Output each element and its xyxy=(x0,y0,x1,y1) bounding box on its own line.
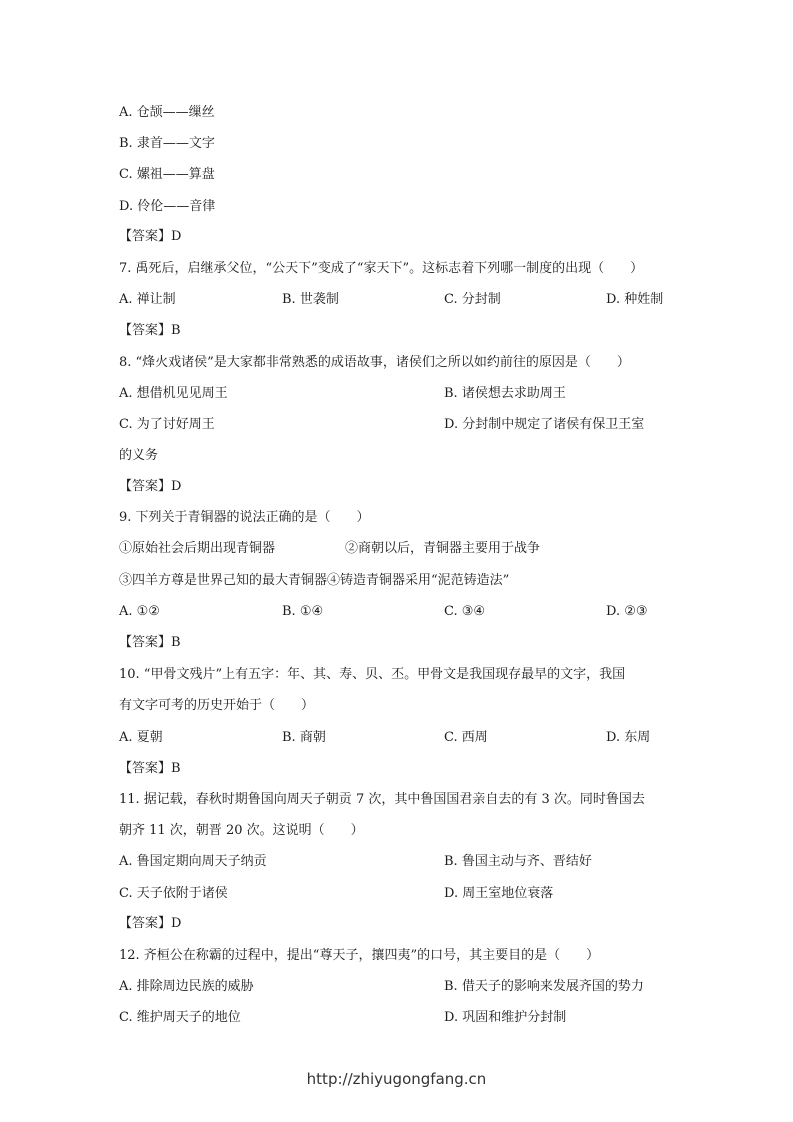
q11-option-d: D. 周王室地位衰落 xyxy=(444,886,554,901)
answer-label: 【答案】D xyxy=(119,229,182,244)
question-7-stem: 7. 禹死后，启继承父位，“公天下”变成了“家天下”。这标志着下列哪一制度的出现（ ） xyxy=(119,261,644,276)
q9-statement-1: ①原始社会后期出现青铜器 xyxy=(119,541,276,556)
q8-option-d-continuation: 的义务 xyxy=(119,448,159,463)
q11-option-c: C. 天子依附于诸侯 xyxy=(119,886,228,901)
q10-option-c: C. 西周 xyxy=(444,730,488,745)
q9-answer: 【答案】B xyxy=(119,635,181,650)
q7-option-a: A. 禅让制 xyxy=(119,292,176,307)
q8-option-c: C. 为了讨好周王 xyxy=(119,417,215,432)
question-10-stem-line-1: 10. “甲骨文残片”上有五字：年、其、寿、贝、丕。甲骨文是我国现存最早的文字，我国 xyxy=(119,667,626,682)
q12-option-b: B. 借天子的影响来发展齐国的势力 xyxy=(444,979,644,994)
question-11-stem-line-1: 11. 据记载，春秋时期鲁国向周天子朝贡 7 次，其中鲁国国君亲自去的有 3 次。同时鲁国去 xyxy=(119,792,645,807)
question-12-stem: 12. 齐桓公在称霸的过程中，提出“尊天子，攘四夷”的口号，其主要目的是（ ） xyxy=(119,948,600,963)
question-9-stem: 9. 下列关于青铜器的说法正确的是（ ） xyxy=(119,510,370,525)
question-11-stem-line-2: 朝齐 11 次，朝晋 20 次。这说明（ ） xyxy=(119,823,364,838)
option-c: C. 嫘祖——算盘 xyxy=(119,167,215,182)
q12-option-c: C. 维护周天子的地位 xyxy=(119,1010,241,1025)
option-d: D. 伶伦——音律 xyxy=(119,199,216,214)
q8-option-b: B. 诸侯想去求助周王 xyxy=(444,386,566,401)
option-a: A. 仓颉——缫丝 xyxy=(119,105,215,120)
q10-answer: 【答案】B xyxy=(119,761,181,776)
q10-option-d: D. 东周 xyxy=(606,730,651,745)
q7-option-d: D. 种姓制 xyxy=(606,292,664,307)
q9-statement-3-4: ③四羊方尊是世界己知的最大青铜器④铸造青铜器采用“泥范铸造法” xyxy=(119,573,510,588)
question-8-stem: 8. “烽火戏诸侯”是大家都非常熟悉的成语故事，诸侯们之所以如约前往的原因是（ ） xyxy=(119,355,630,370)
q9-option-b: B. ①④ xyxy=(282,604,324,619)
q8-option-a: A. 想借机见见周王 xyxy=(119,386,228,401)
q9-option-a: A. ①② xyxy=(119,604,160,619)
q9-statement-2: ②商朝以后，青铜器主要用于战争 xyxy=(345,541,541,556)
q12-option-a: A. 排除周边民族的威胁 xyxy=(119,979,254,994)
q11-option-a: A. 鲁国定期向周天子纳贡 xyxy=(119,854,267,869)
q11-answer: 【答案】D xyxy=(119,916,182,931)
q11-option-b: B. 鲁国主动与齐、晋结好 xyxy=(444,854,592,869)
q7-answer: 【答案】B xyxy=(119,323,181,338)
q7-option-c: C. 分封制 xyxy=(444,292,501,307)
q7-option-b: B. 世袭制 xyxy=(282,292,339,307)
q12-option-d: D. 巩固和维护分封制 xyxy=(444,1010,567,1025)
option-b: B. 隶首——文字 xyxy=(119,136,215,151)
footer-url: http://zhiyugongfang.cn xyxy=(306,1070,487,1088)
q9-option-c: C. ③④ xyxy=(444,604,486,619)
question-10-stem-line-2: 有文字可考的历史开始于（ ） xyxy=(119,698,315,713)
q9-option-d: D. ②③ xyxy=(606,604,648,619)
q10-option-a: A. 夏朝 xyxy=(119,730,163,745)
q8-option-d: D. 分封制中规定了诸侯有保卫王室 xyxy=(444,417,645,432)
q8-answer: 【答案】D xyxy=(119,479,182,494)
q10-option-b: B. 商朝 xyxy=(282,730,326,745)
